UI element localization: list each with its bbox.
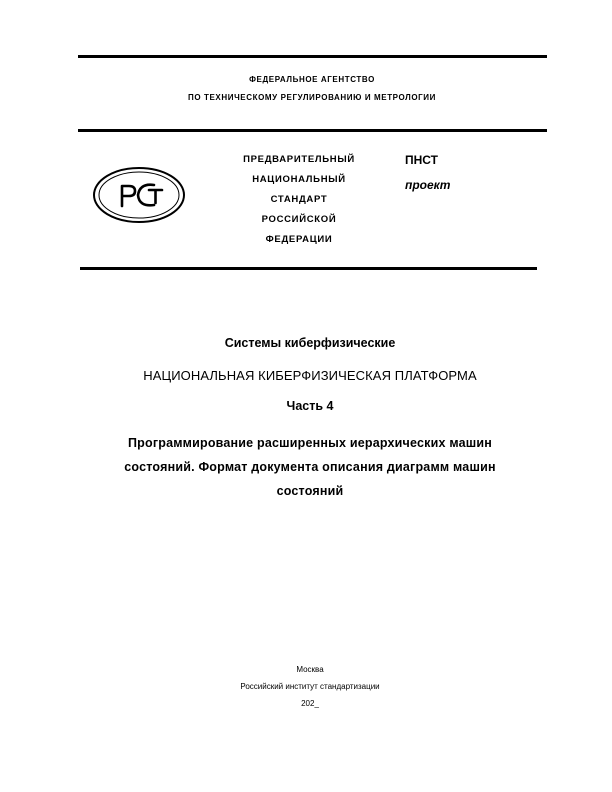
title-line-2: НАЦИОНАЛЬНАЯ КИБЕРФИЗИЧЕСКАЯ ПЛАТФОРМА xyxy=(143,368,477,383)
draft-status: проект xyxy=(405,178,451,192)
subtitle-line-2: состояний. Формат документа описания диаграмм машин xyxy=(124,460,496,474)
title-line-1: Системы киберфизические xyxy=(224,336,396,350)
standard-line-2: НАЦИОНАЛЬНЫЙ xyxy=(252,174,346,185)
imprint xyxy=(160,661,460,712)
gost-r-logo-icon xyxy=(92,166,186,224)
agency-line-1: ФЕДЕРАЛЬНОЕ АГЕНТСТВО xyxy=(249,75,375,84)
standard-line-1: ПРЕДВАРИТЕЛЬНЫЙ xyxy=(243,154,355,165)
part-number: Часть 4 xyxy=(286,399,334,413)
imprint-year: 202_ xyxy=(301,699,319,708)
top-rule xyxy=(78,55,547,58)
subtitle-line-3: состояний xyxy=(276,484,344,498)
standard-line-3: СТАНДАРТ xyxy=(270,194,328,205)
imprint-city: Москва xyxy=(296,665,324,674)
subtitle xyxy=(60,431,560,503)
standard-code: ПНСТ xyxy=(405,153,438,167)
standard-line-4: РОССИЙСКОЙ xyxy=(261,214,337,225)
agency-line-2: ПО ТЕХНИЧЕСКОМУ РЕГУЛИРОВАНИЮ И МЕТРОЛОГИИ xyxy=(187,93,437,102)
subtitle-line-1: Программирование расширенных иерархических машин xyxy=(127,436,493,450)
header-rule xyxy=(78,129,547,132)
standard-rule xyxy=(80,267,537,270)
standard-type-block xyxy=(226,150,372,250)
standard-line-5: ФЕДЕРАЦИИ xyxy=(265,234,333,245)
imprint-publisher: Российский институт стандартизации xyxy=(240,682,380,691)
